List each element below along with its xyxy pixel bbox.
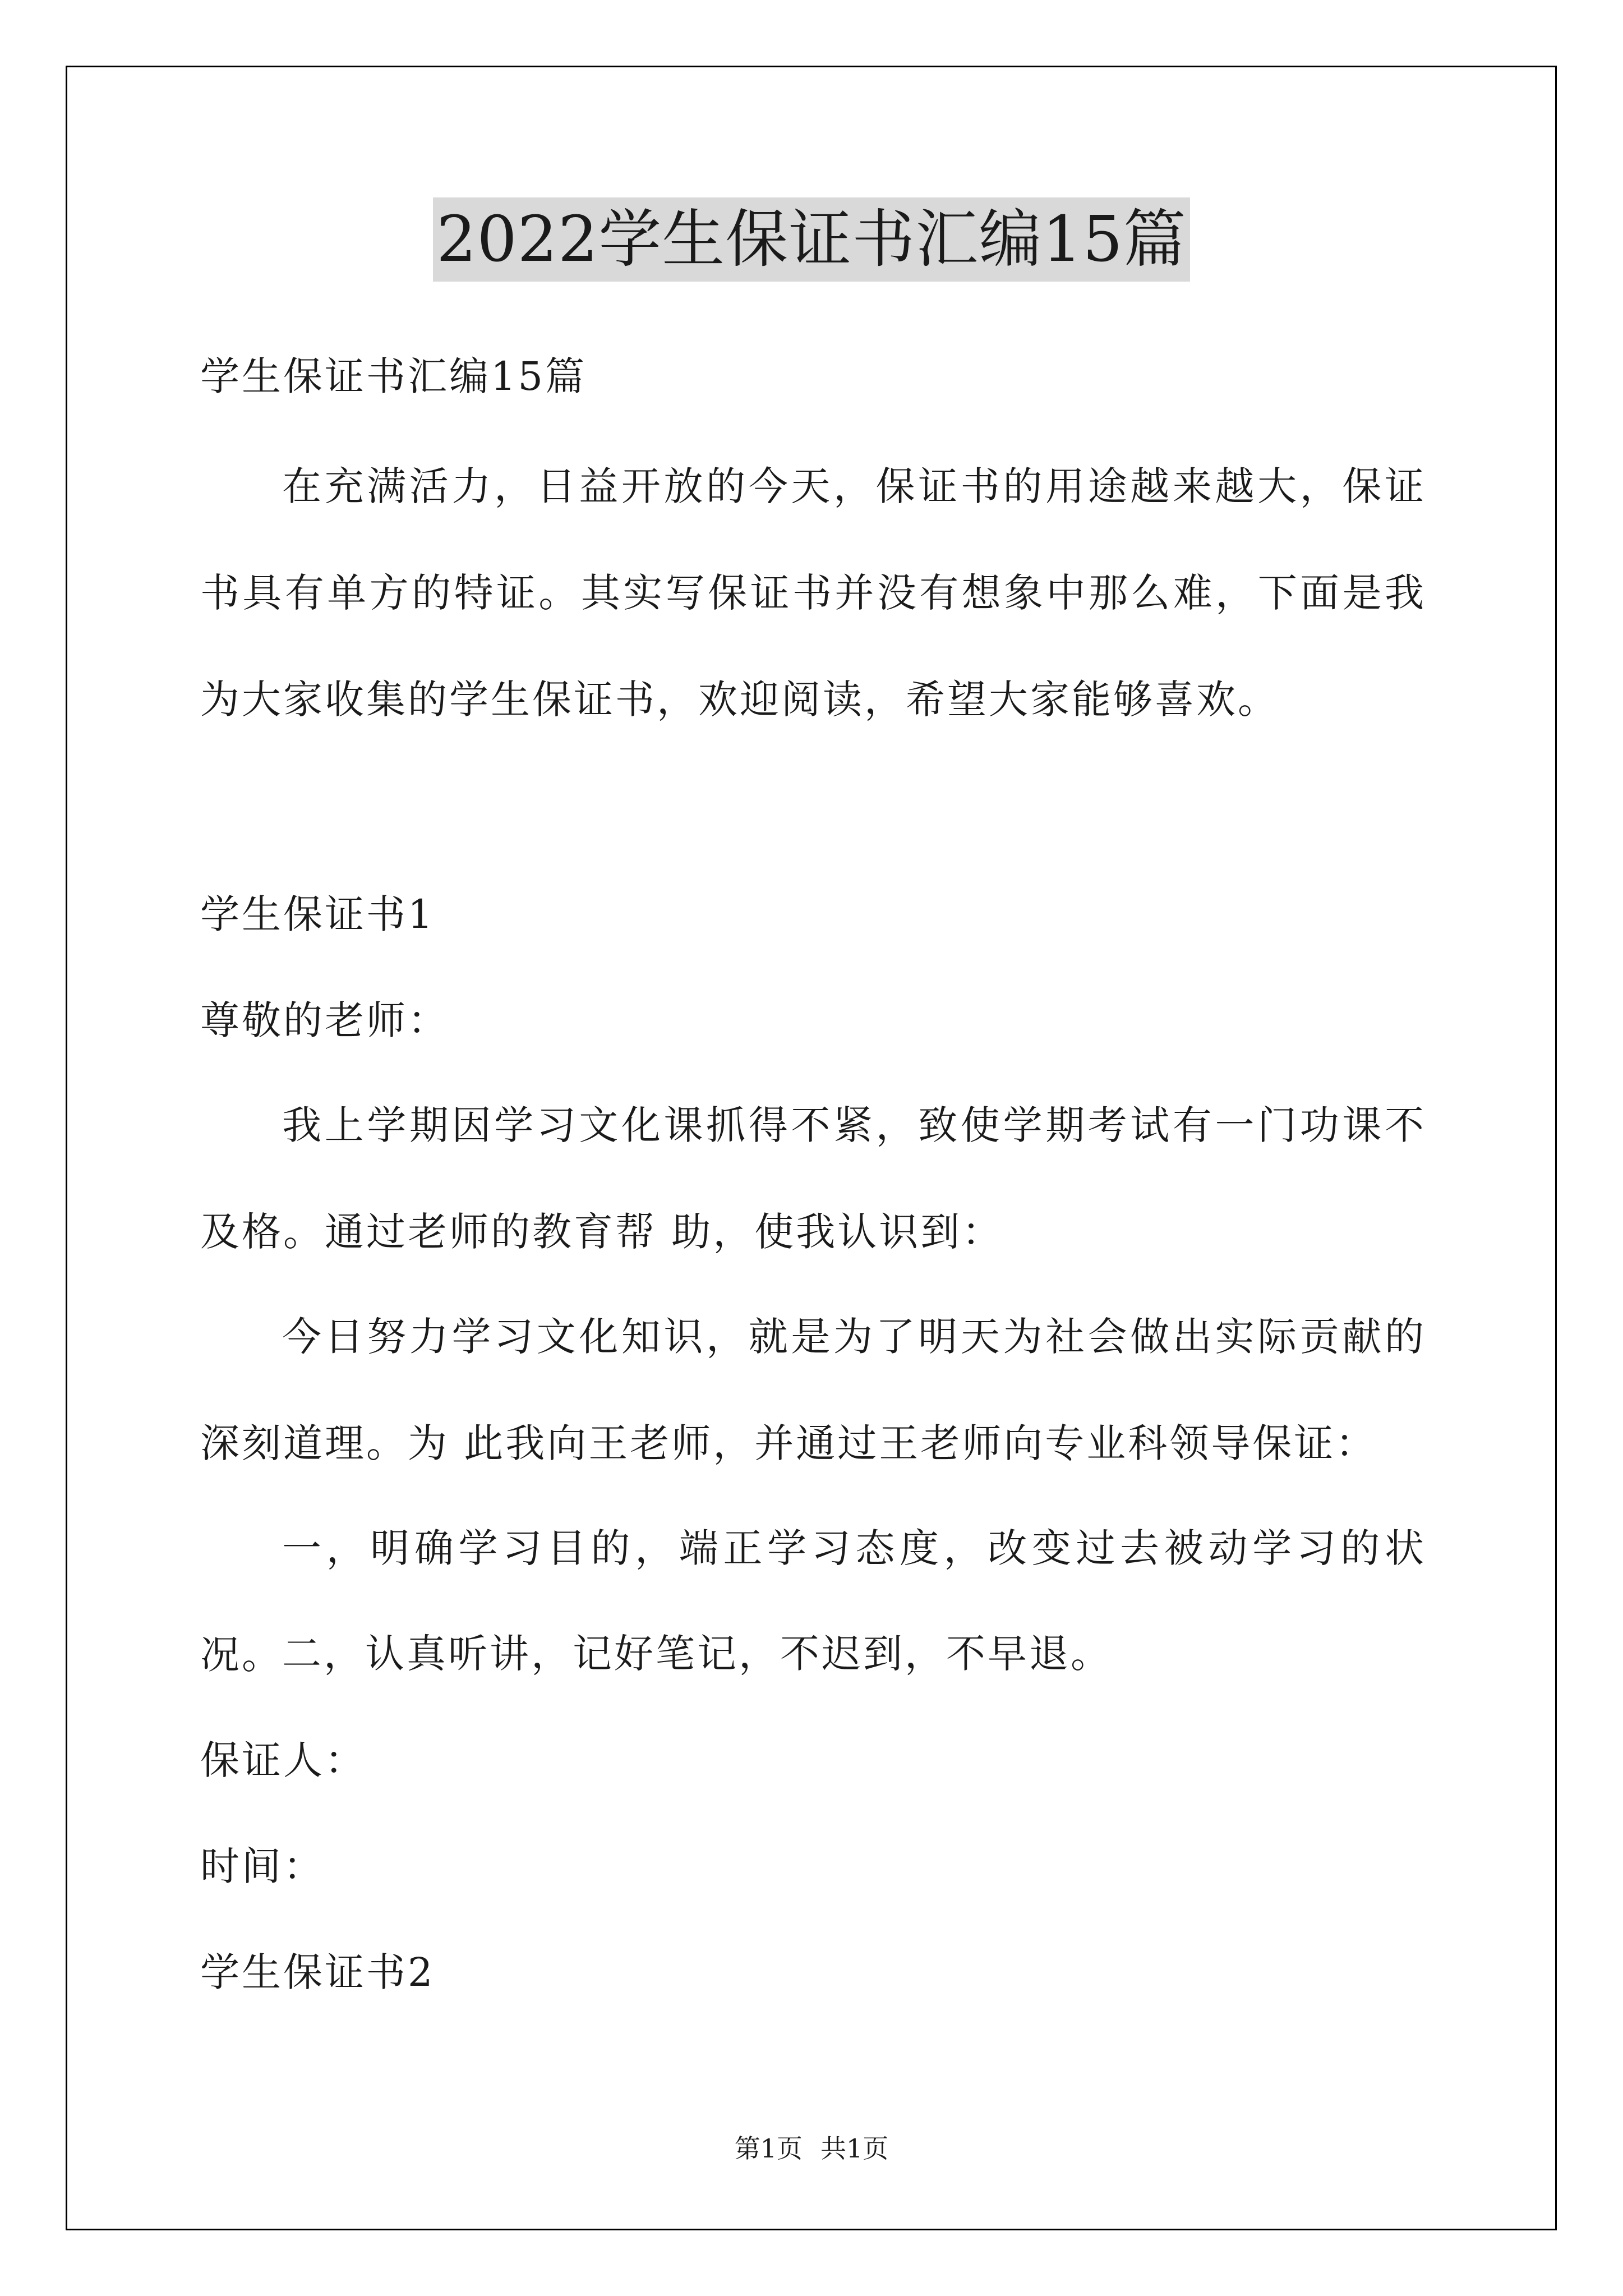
- document-title: 2022学生保证书汇编15篇: [433, 197, 1190, 282]
- intro-paragraph: 在充满活力，日益开放的今天，保证书的用途越来越大，保证书具有单方的特证。其实写保证书并没有想象中那么难，下面是我为大家收集的学生保证书，欢迎阅读，希望大家能够喜欢。: [200, 463, 1426, 723]
- body-paragraph-1: 我上学期因学习文化课抓得不紧，致使学期考试有一门功课不及格。通过老师的教育帮 助，使我认识到：: [200, 1102, 1426, 1255]
- body-paragraph-4: 二，认真听讲，记好笔记，不迟到，不早退。: [282, 1631, 1112, 1677]
- document-subtitle: 学生保证书汇编15篇: [200, 353, 587, 399]
- section-heading-1: 学生保证书1: [200, 891, 435, 937]
- page-number-current: 第1页: [734, 2133, 803, 2164]
- guarantor-label: 保证人：: [200, 1737, 366, 1783]
- body-paragraph-3: 一，明确学习目的，端正学习态度，改变过去被动学习的状况。: [200, 1525, 1426, 1678]
- salutation: 尊敬的老师：: [200, 997, 449, 1043]
- section-heading-2: 学生保证书2: [200, 1949, 435, 1995]
- title-container: [0, 197, 1623, 282]
- time-label: 时间：: [200, 1843, 325, 1889]
- page-number-total: 共1页: [820, 2133, 889, 2164]
- body-paragraph-2: 今日努力学习文化知识，就是为了明天为社会做出实际贡献的深刻道理。为 此我向王老师，并通过王老师向专业科领导保证：: [200, 1314, 1426, 1466]
- page-footer: [0, 2132, 1623, 2165]
